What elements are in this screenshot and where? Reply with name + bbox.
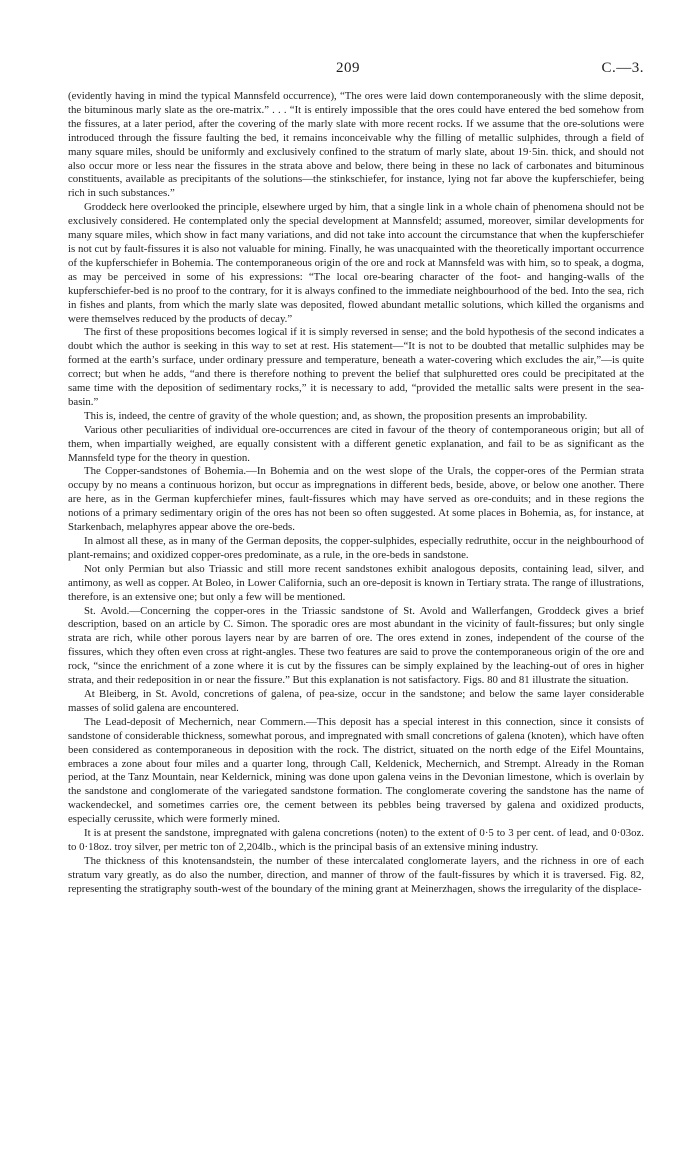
paragraph: The first of these propositions becomes logical if it is simply reversed in sense; and the bold hypothesis of the second indicates a doubt which the author is seeking in this way to set at rest. His statement—“It is not to be doubted that metallic sulphides may be formed at the earth’s surface, under ordinary pressure and temperature, beneath a water-covering which excludes the air,”—is quite correct; but when he adds, “and there is therefore nothing to prevent the belief that sulphuretted ores could be precipitated at the same time with the deposition of sedimentary rocks,” it is necessary to add, “provided the metallic salts were present in the sea-basin.”: [68, 326, 644, 408]
paragraph: Various other peculiarities of individual ore-occurrences are cited in favour of the theory of contemporaneous origin; but all of them, when impartially weighed, are equally consistent with a different genetic explanation, and fail to be as significant as the Mannsfeld type for the theory in question.: [68, 423, 644, 464]
paragraph: (evidently having in mind the typical Mannsfeld occurrence), “The ores were laid down contemporaneously with the slime deposit, the bituminous marly slate as the ore-matrix.” . . . “It is entirely impossible that the ores could have entered the bed somehow from the fissures, at a later period, after the covering of the marly slate with more recent rocks. If we assume that the ore-solutions were introduced through the fissure faulting the bed, it remains inconceivable why the filling of metallic sulphides, through a field of many square miles, should be uniformly and exclusively confined to the stratum of marly slate, about 19·5in. thick, and should not also occur more or less near the fissures in the strata above and below, there being in these no lack of carbonates and bituminous constituents, available as precipitants of the solutions—the stinkschiefer, for instance, lying not far above the kupferschiefer, being rich in such substances.”: [68, 90, 644, 200]
paragraph: In almost all these, as in many of the German deposits, the copper-sulphides, especially redruthite, occur in the neighbourhood of plant-remains; and oxidized copper-ores predominate, as a rule, in the ore-beds in sandstone.: [68, 535, 644, 561]
paragraph: It is at present the sandstone, impregnated with galena concretions (noten) to the extent of 0·5 to 3 per cent. of lead, and 0·03oz. to 0·18oz. troy silver, per metric ton of 2,204lb., which is the principal basis of an extensive mining industry.: [68, 827, 644, 853]
paragraph: This is, indeed, the centre of gravity of the whole question; and, as shown, the proposition presents an improbability.: [84, 409, 588, 422]
paragraph: Groddeck here overlooked the principle, elsewhere urged by him, that a single link in a whole chain of phenomena should not be exclusively considered. He contemplated only the special development at Mannsfeld; assumed, moreover, similar developments for many square miles, which show in fact many variations, and did not take into account the circumstance that when the kupferschiefer is not cut by fault-fissures it is also not valuable for mining. Finally, he was unacquainted with the theoretically important occurrence of the kupferschiefer in Bohemia. The contemporaneous origin of the ore and rock at Mannsfeld was with him, so to speak, a dogma, as may be perceived in some of his expressions: “The local ore-bearing character of the foot- and hanging-walls of the kupferschiefer-bed is no proof to the contrary, for it is always confined to the immediate neighbourhood of the bed. Into the sea, rich in fishes and plants, from which the marly slate was deposited, flowed abundant metallic solutions, which killed the organisms and were themselves reduced by the products of decay.”: [68, 201, 644, 325]
paragraph: The Lead-deposit of Mechernich, near Commern.—This deposit has a special interest in this connection, since it consists of sandstone of considerable thickness, somewhat porous, and impregnated with small concretions of galena (knoten), which have often been considered as contemporaneous in deposition with the rock. The district, situated on the north edge of the Eifel Mountains, embraces a zone about four miles and a quarter long, through Call, Keldenick, Mechernich, and Strempt. Already in the Roman period, at the Tanz Mountain, near Keldernick, mining was done upon galena veins in the Devonian limestone, which is overlain by the sandstone and conglomerate of the variegated sandstone formation. The conglomerate covering the sandstone has the name of wackendeckel, and sometimes carries ore, the cement between its pebbles being traversed by galena and oxidized products, especially cerussite, which were formerly mined.: [68, 715, 644, 826]
paragraph: The Copper-sandstones of Bohemia.—In Bohemia and on the west slope of the Urals, the copper-ores of the Permian strata occupy by no means a continuous horizon, but occur as impregnations in different beds, beside, above, or below one another. There are here, as in the German kupferchiefer mines, fault-fissures which may have served as ore-conduits; and in these regions the notions of a primary sedimentary origin of the ores has not been so often suggested. At some places in Bohemia, as, for instance, at Starkenbach, melaphyres appear above the ore-beds.: [68, 465, 644, 534]
paragraph: At Bleiberg, in St. Avold, concretions of galena, of pea-size, occur in the sandstone; and below the same layer considerable masses of solid galena are encountered.: [68, 687, 644, 714]
paragraph: Not only Permian but also Triassic and still more recent sandstones exhibit analogous deposits, containing lead, silver, and antimony, as well as copper. At Boleo, in Lower California, such an ore-deposit is known in Tertiary strata. The range of illustrations, therefore, is an extensive one; but only a few will be mentioned.: [68, 562, 644, 603]
page-number: 209: [336, 60, 360, 76]
page-header: [0, 60, 700, 82]
body-text: [68, 90, 644, 897]
paragraph: St. Avold.—Concerning the copper-ores in the Triassic sandstone of St. Avold and Wallerfangen, Groddeck gives a brief description, based on an article by C. Simon. The sporadic ores are most abundant in the vicinity of fault-fissures; but only single strata are rich, while other porous layers near by are barren of ore. The ores extend in zones, independent of the course of the fissures, which they often even cross at right-angles. These two features are said to prove the contemporaneous origin of the ore and rock, “since the enrichment of a zone where it is cut by the fissures can be simply explained by the leaching-out of ores in higher strata, and their redeposition in or near the fissure.” But this explanation is not satisfactory. Figs. 80 and 81 illustrate the situation.: [68, 604, 644, 687]
running-head: C.—3.: [601, 60, 644, 76]
paragraph: The thickness of this knotensandstein, the number of these intercalated conglomerate layers, and the richness in ore of each stratum vary greatly, as do also the number, direction, and manner of throw of the fault-fissures by which it is traversed. Fig. 82, representing the stratigraphy south-west of the boundary of the mining grant at Meinerzhagen, shows the irregularity of the displace-: [68, 854, 644, 895]
